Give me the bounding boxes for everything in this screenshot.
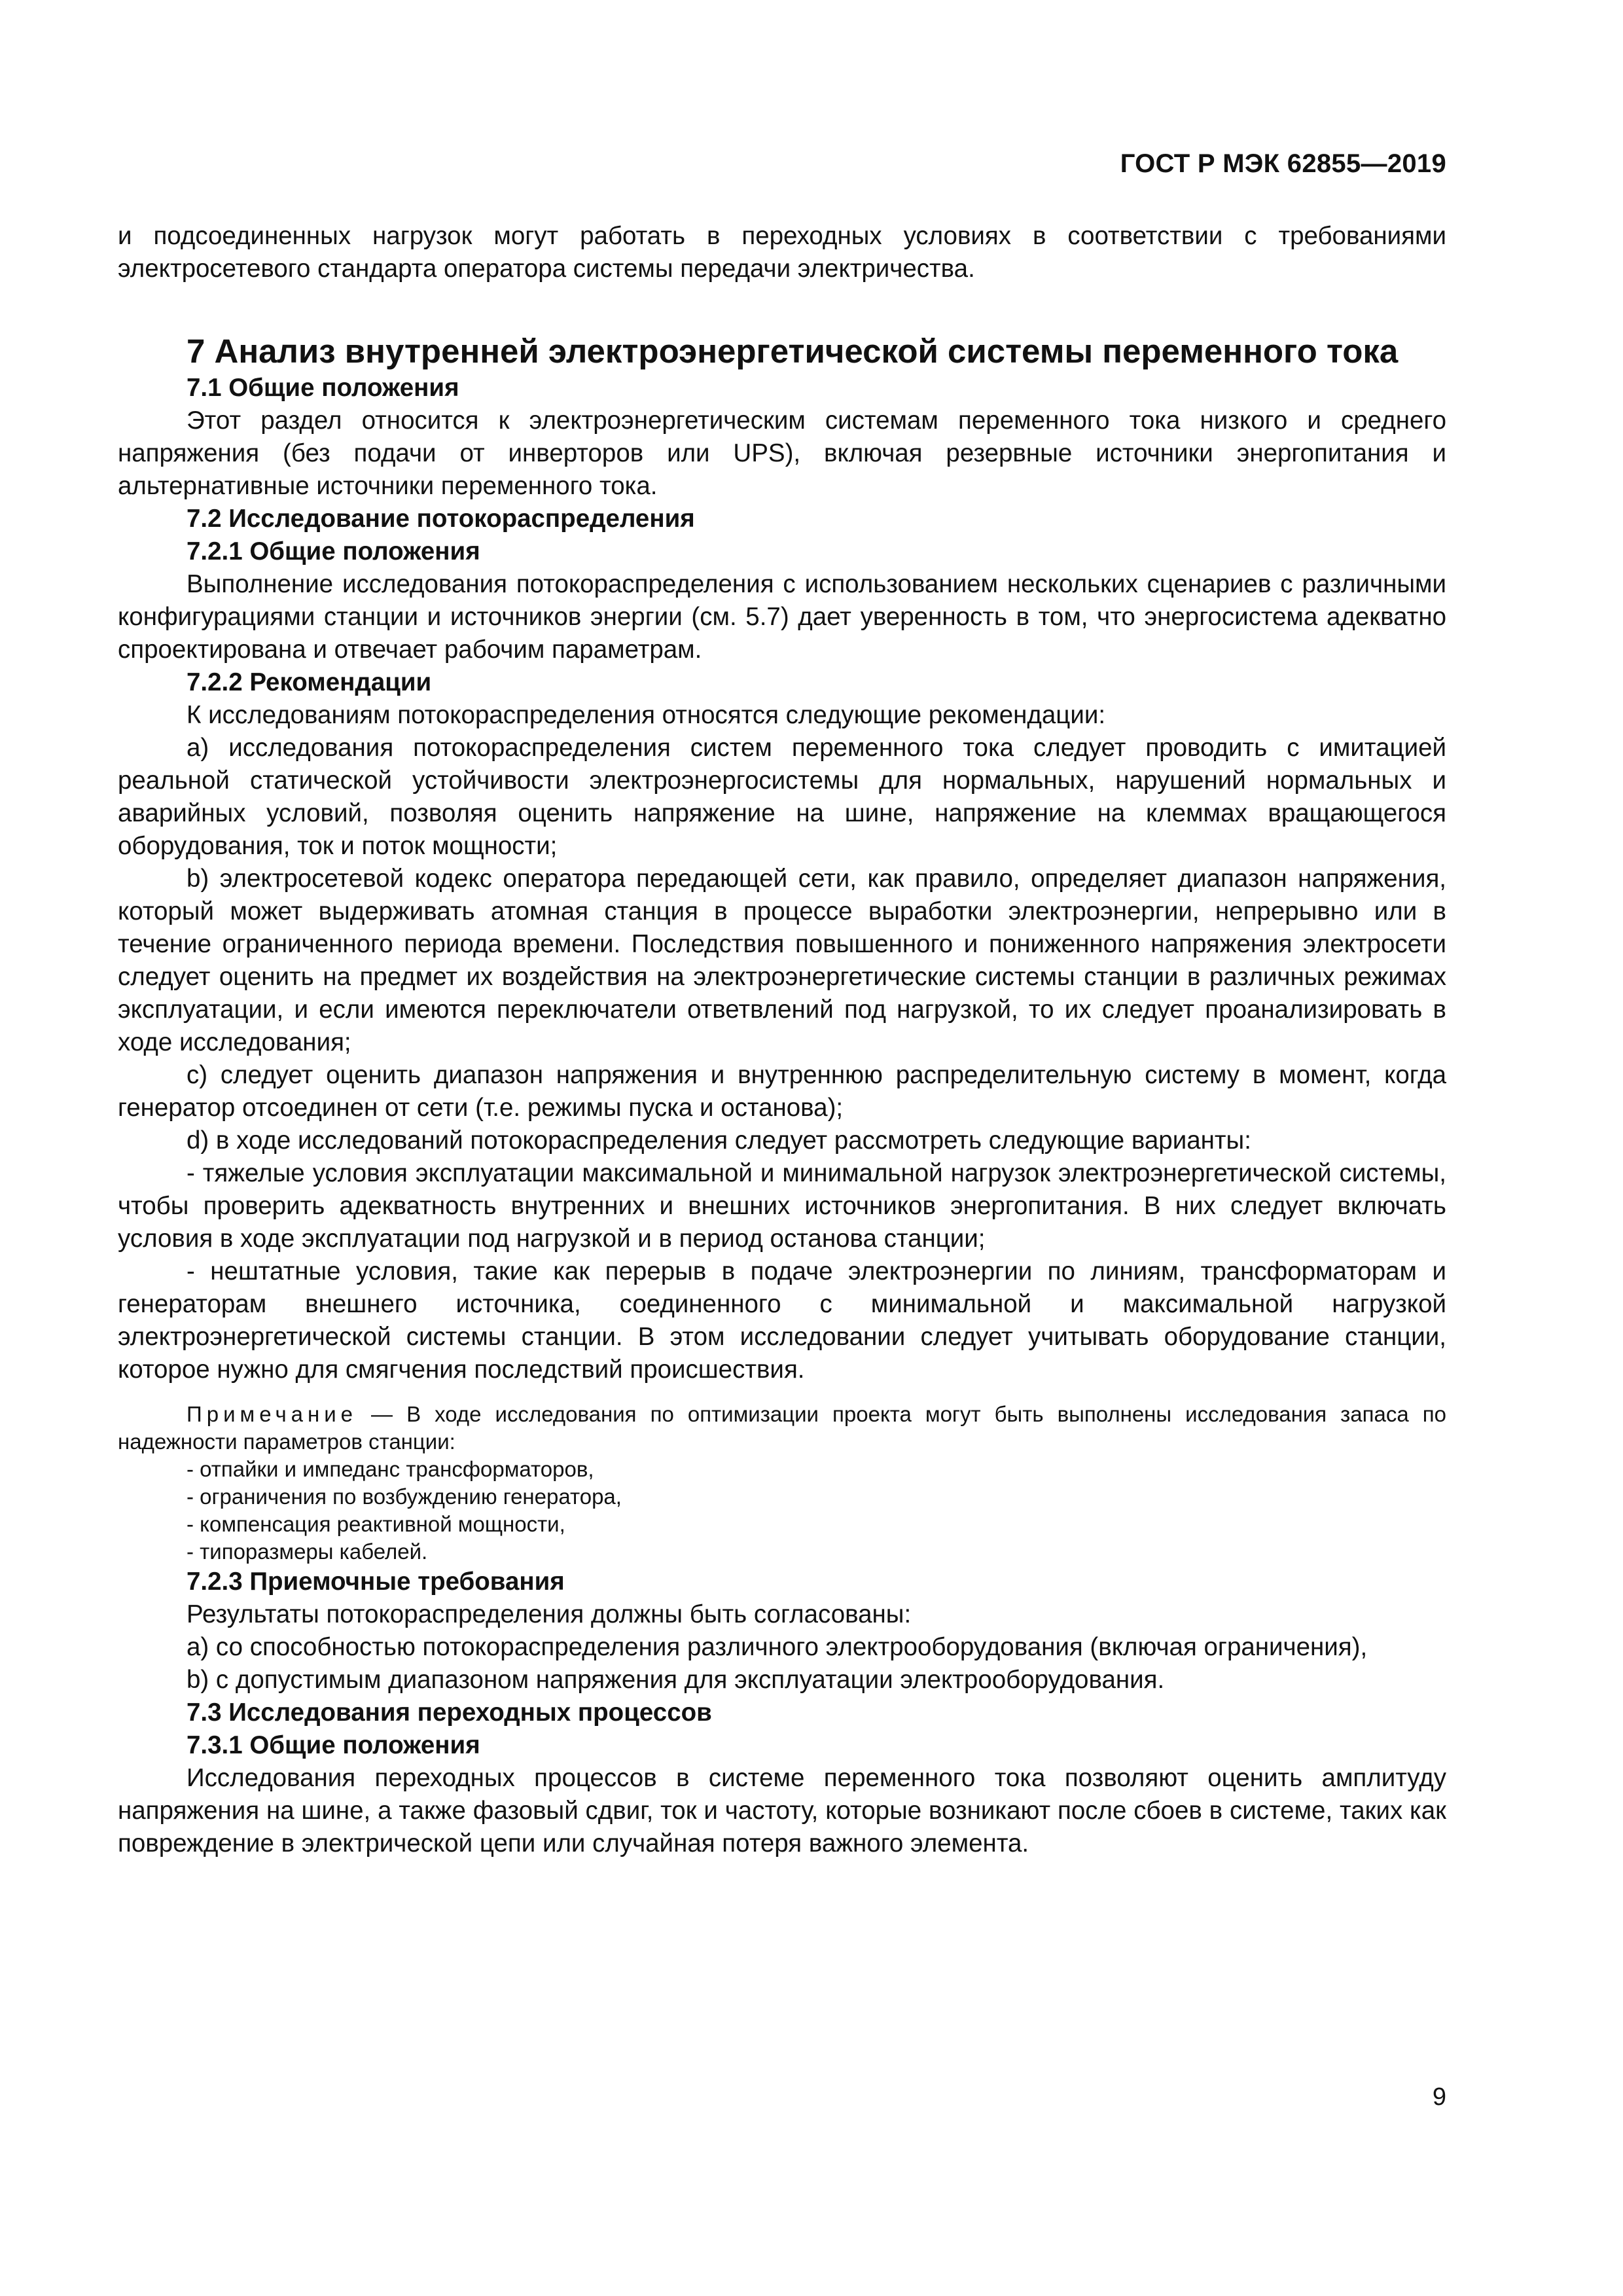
- section-7-3-1-text: Исследования переходных процессов в системе переменного тока позволяют оценить амплитуду напряжения на шине, а также фазовый сдвиг, ток и частоту, которые возникают после сбоев в системе, таких как повреждение в электрической цепи или случайная потеря важного элемента.: [118, 1764, 1446, 1857]
- note-item: - ограничения по возбуждению генератора,: [187, 1484, 622, 1509]
- list-item-a: a) исследования потокораспределения систем переменного тока следует проводить с имитацией реальной статической устойчивости электроэнергосистемы для нормальных, нарушений нормальных и аварийных условий, позволяя оценить напряжение на шине, напряжение на клеммах вращающегося оборудования, ток и поток мощности;: [118, 734, 1446, 860]
- section-7-2-title: 7.2 Исследование потокораспределения: [187, 505, 695, 533]
- note-block: [118, 1401, 1446, 1566]
- section-7-2-2-title: 7.2.2 Рекомендации: [187, 668, 432, 696]
- acceptance-item-b: b) с допустимым диапазоном напряжения для эксплуатации электрооборудования.: [187, 1666, 1165, 1694]
- section-7-2-3-title: 7.2.3 Приемочные требования: [187, 1568, 565, 1596]
- list-item-d-dash-2: - нештатные условия, такие как перерыв в подаче электроэнергии по линиям, трансформаторам и генераторам внешнего источника, соединенного с минимальной и максимальной нагрузкой электроэнергетической системы станции. В этом исследовании следует учитывать оборудование станции, которое нужно для смягчения последствий происшествия.: [118, 1257, 1446, 1384]
- section-7-1-title: 7.1 Общие положения: [187, 374, 459, 402]
- note-item: - типоразмеры кабелей.: [187, 1539, 428, 1564]
- note-item: - компенсация реактивной мощности,: [187, 1512, 565, 1536]
- document-page: [118, 0, 1446, 2296]
- note-text: — В ходе исследования по оптимизации проекта могут быть выполнены исследования запаса по надежности параметров станции:: [118, 1402, 1446, 1454]
- section-7-2-1-text: Выполнение исследования потокораспределения с использованием нескольких сценариев с различными конфигурациями станции и источников энергии (см. 5.7) дает уверенность в том, что энергосистема адекватно спроектирована и отвечает рабочим параметрам.: [118, 570, 1446, 664]
- note-item: - отпайки и импеданс трансформаторов,: [187, 1457, 594, 1481]
- list-item-d: d) в ходе исследований потокораспределения следует рассмотреть следующие варианты:: [187, 1126, 1251, 1155]
- list-item-b: b) электросетевой кодекс оператора передающей сети, как правило, определяет диапазон напряжения, который может выдерживать атомная станция в процессе выработки электроэнергии, непрерывно или в течение ограниченного периода времени. Последствия повышенного и пониженного напряжения электросети следует оценить на предмет их воздействия на электроэнергетические системы станции в различных режимах эксплуатации, и если имеются переключатели ответвлений под нагрузкой, то их следует проанализировать в ходе исследования;: [118, 865, 1446, 1056]
- page-body: [118, 220, 1446, 1860]
- document-code-header: ГОСТ Р МЭК 62855—2019: [1120, 149, 1446, 178]
- section-7-2-1-title: 7.2.1 Общие положения: [187, 537, 480, 565]
- section-7-title: 7 Анализ внутренней электроэнергетической системы переменного тока: [187, 332, 1399, 370]
- acceptance-item-a: a) со способностью потокораспределения различного электрооборудования (включая ограничения),: [187, 1633, 1368, 1661]
- intro-paragraph: и подсоединенных нагрузок могут работать в переходных условиях в соответствии с требованиями электросетевого стандарта оператора системы передачи электричества.: [118, 222, 1446, 283]
- section-7-3-1-title: 7.3.1 Общие положения: [187, 1731, 480, 1759]
- note-label: Примечание: [187, 1402, 358, 1426]
- page-number: 9: [1432, 2083, 1446, 2111]
- section-7-2-3-lead: Результаты потокораспределения должны быть согласованы:: [187, 1600, 912, 1628]
- list-item-c: c) следует оценить диапазон напряжения и внутреннюю распределительную систему в момент, когда генератор отсоединен от сети (т.е. режимы пуска и останова);: [118, 1061, 1446, 1122]
- section-7-3-title: 7.3 Исследования переходных процессов: [187, 1698, 712, 1727]
- note-paragraph: [118, 1401, 1446, 1456]
- section-7-1-text: Этот раздел относится к электроэнергетическим системам переменного тока низкого и среднего напряжения (без подачи от инверторов или UPS), включая резервные источники энергопитания и альтернативные источники переменного тока.: [118, 406, 1446, 500]
- list-item-d-dash-1: - тяжелые условия эксплуатации максимальной и минимальной нагрузок электроэнергетической системы, чтобы проверить адекватность внутренних и внешних источников энергопитания. В них следует включать условия в ходе эксплуатации под нагрузкой и в период останова станции;: [118, 1159, 1446, 1253]
- section-7-2-2-lead: К исследованиям потокораспределения относятся следующие рекомендации:: [187, 701, 1106, 729]
